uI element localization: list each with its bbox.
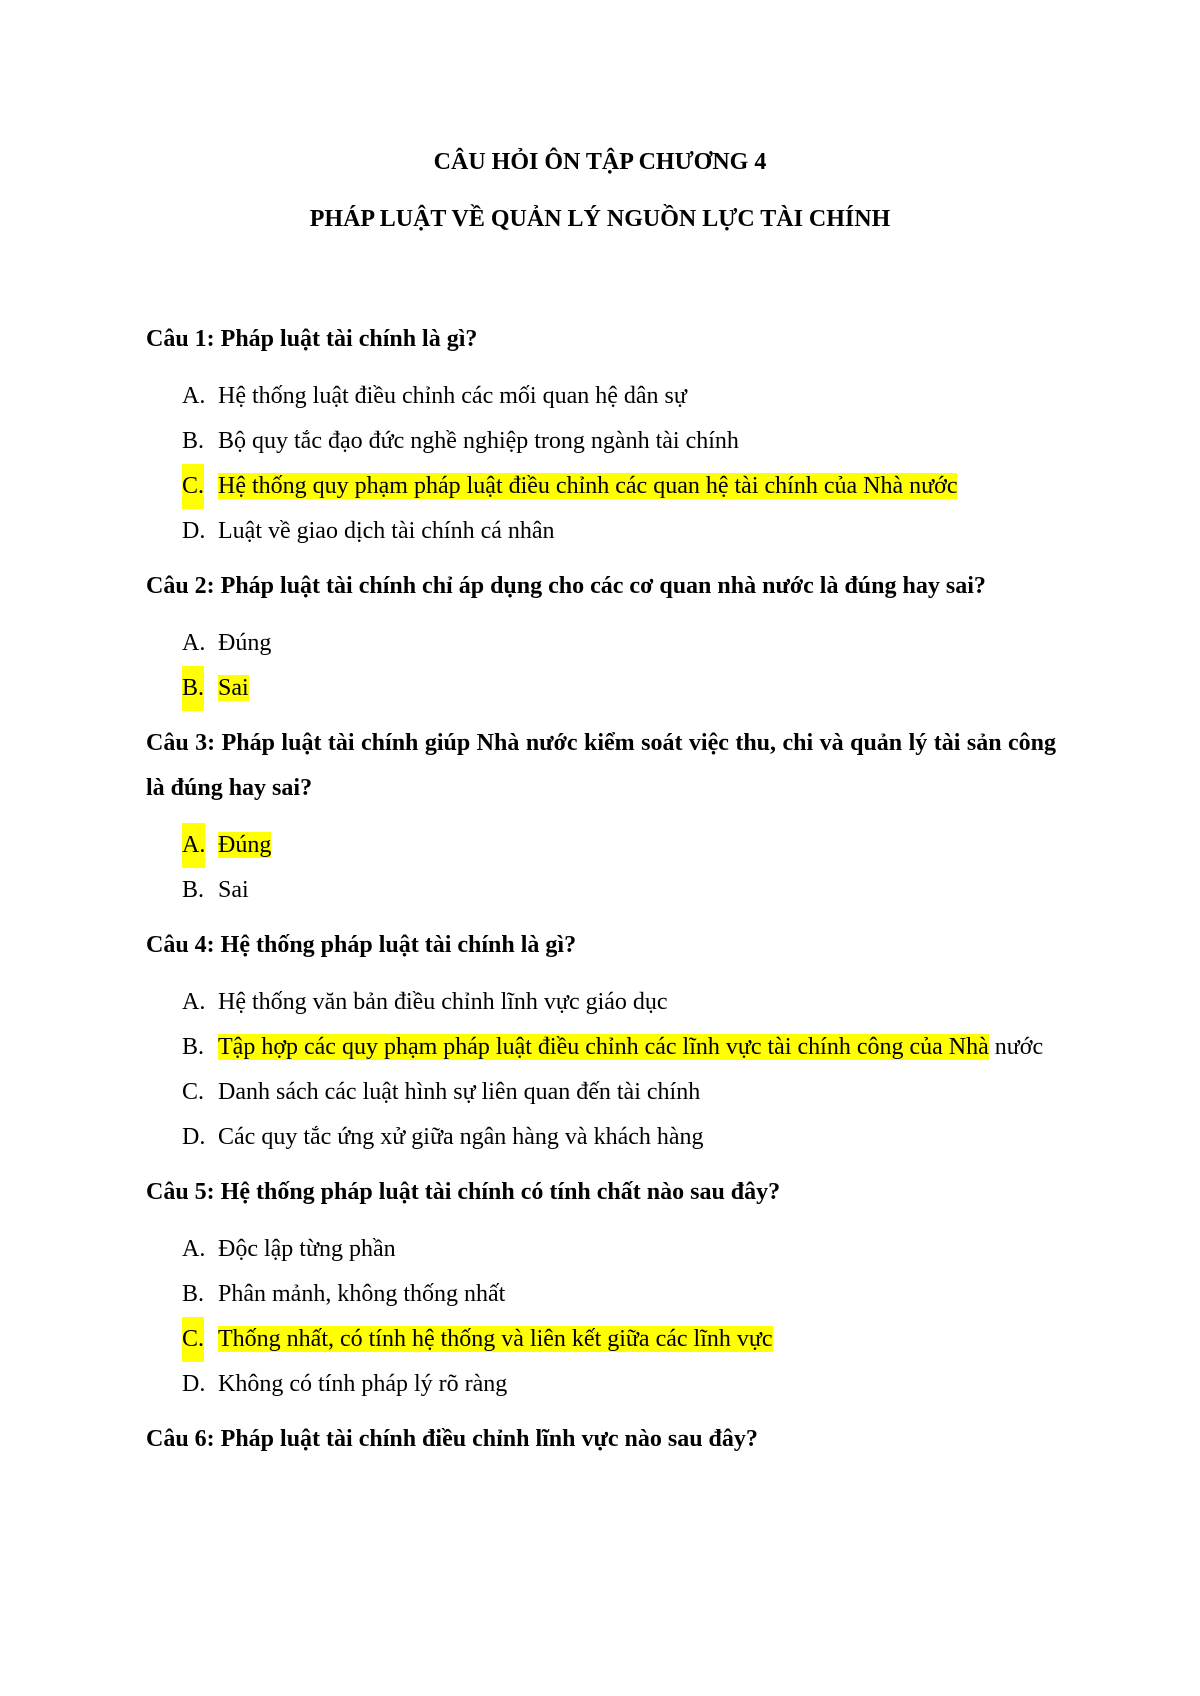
answer-option [146,1115,1056,1160]
question-list [146,317,1056,1462]
answer-options [146,374,1056,554]
question-text [146,721,1056,811]
question-5 [146,1170,1056,1407]
answer-option [146,1227,1056,1272]
answer-option [146,621,1056,666]
option-letter: D. [182,1124,206,1150]
question-text [146,923,1056,968]
option-text: Luật về giao dịch tài chính cá nhân [218,518,555,544]
answer-option [146,980,1056,1025]
question-number: Câu 4: [146,932,215,958]
question-number: Câu 1: [146,326,215,352]
option-text: Không có tính pháp lý rõ ràng [218,1371,508,1397]
question-body: Pháp luật tài chính chỉ áp dụng cho các cơ quan nhà nước là đúng hay sai? [220,573,986,599]
question-4 [146,923,1056,1160]
option-text-highlighted: Sai [218,675,249,701]
option-letter: C. [182,1079,205,1105]
option-letter: A. [182,1236,206,1262]
answer-option [146,374,1056,419]
answer-option-correct [146,823,1056,868]
option-letter: B. [182,877,205,903]
option-text: Đúng [218,630,272,656]
option-text-highlighted: Tập hợp các quy phạm pháp luật điều chỉnh các lĩnh vực tài chính công của Nhà [218,1034,989,1060]
option-letter: C. [182,464,204,509]
question-text [146,564,1056,609]
question-text [146,1417,1056,1462]
option-letter: A. [182,823,205,868]
option-text: Hệ thống văn bản điều chỉnh lĩnh vực giáo dục [218,989,668,1015]
option-text-highlighted: Hệ thống quy phạm pháp luật điều chỉnh các quan hệ tài chính của Nhà nước [218,473,958,499]
option-text: Sai [218,877,249,903]
question-1 [146,317,1056,554]
option-letter: A. [182,630,206,656]
question-3 [146,721,1056,913]
document-title: CÂU HỎI ÔN TẬP CHƯƠNG 4 [433,149,767,175]
question-number: Câu 5: [146,1179,215,1205]
question-text [146,317,1056,362]
question-body: Pháp luật tài chính giúp Nhà nước kiểm soát việc thu, chi và quản lý tài sản công là đúng hay sai? [146,730,1057,801]
answer-option [146,509,1056,554]
option-text: Hệ thống luật điều chỉnh các mối quan hệ dân sự [218,383,687,409]
option-letter: C. [182,1317,204,1362]
option-text-highlighted: Đúng [218,832,272,858]
option-text: Phân mảnh, không thống nhất [218,1281,506,1307]
question-text [146,1170,1056,1215]
answer-options [146,823,1056,913]
question-6 [146,1417,1056,1462]
question-body: Pháp luật tài chính là gì? [220,326,478,352]
answer-option [146,1070,1056,1115]
option-text: Độc lập từng phần [218,1236,396,1262]
answer-option-correct [146,666,1056,711]
option-text-highlighted: Thống nhất, có tính hệ thống và liên kết giữa các lĩnh vực [218,1326,773,1352]
answer-option-correct [146,1025,1056,1070]
option-letter: D. [182,1371,206,1397]
option-text: Các quy tắc ứng xử giữa ngân hàng và khách hàng [218,1124,704,1150]
option-letter: A. [182,383,206,409]
option-text: Danh sách các luật hình sự liên quan đến tài chính [218,1079,701,1105]
option-text-rest: nước [988,1034,1044,1060]
question-number: Câu 2: [146,573,215,599]
answer-option [146,868,1056,913]
option-letter: A. [182,989,206,1015]
question-number: Câu 3: [146,730,216,756]
option-letter: D. [182,518,206,544]
answer-options [146,621,1056,711]
question-body: Hệ thống pháp luật tài chính là gì? [220,932,577,958]
answer-option-correct [146,464,1056,509]
option-letter: B. [182,1034,205,1060]
question-body: Pháp luật tài chính điều chỉnh lĩnh vực nào sau đây? [220,1426,758,1452]
answer-option [146,419,1056,464]
answer-option [146,1362,1056,1407]
question-body: Hệ thống pháp luật tài chính có tính chất nào sau đây? [220,1179,781,1205]
answer-option-correct [146,1317,1056,1362]
question-2 [146,564,1056,711]
option-letter: B. [182,1281,205,1307]
answer-options [146,980,1056,1160]
document-subtitle: PHÁP LUẬT VỀ QUẢN LÝ NGUỒN LỰC TÀI CHÍNH [309,206,891,232]
option-letter: B. [182,666,204,711]
answer-option [146,1272,1056,1317]
question-number: Câu 6: [146,1426,215,1452]
option-letter: B. [182,428,205,454]
answer-options [146,1227,1056,1407]
option-text: Bộ quy tắc đạo đức nghề nghiệp trong ngành tài chính [218,428,739,454]
